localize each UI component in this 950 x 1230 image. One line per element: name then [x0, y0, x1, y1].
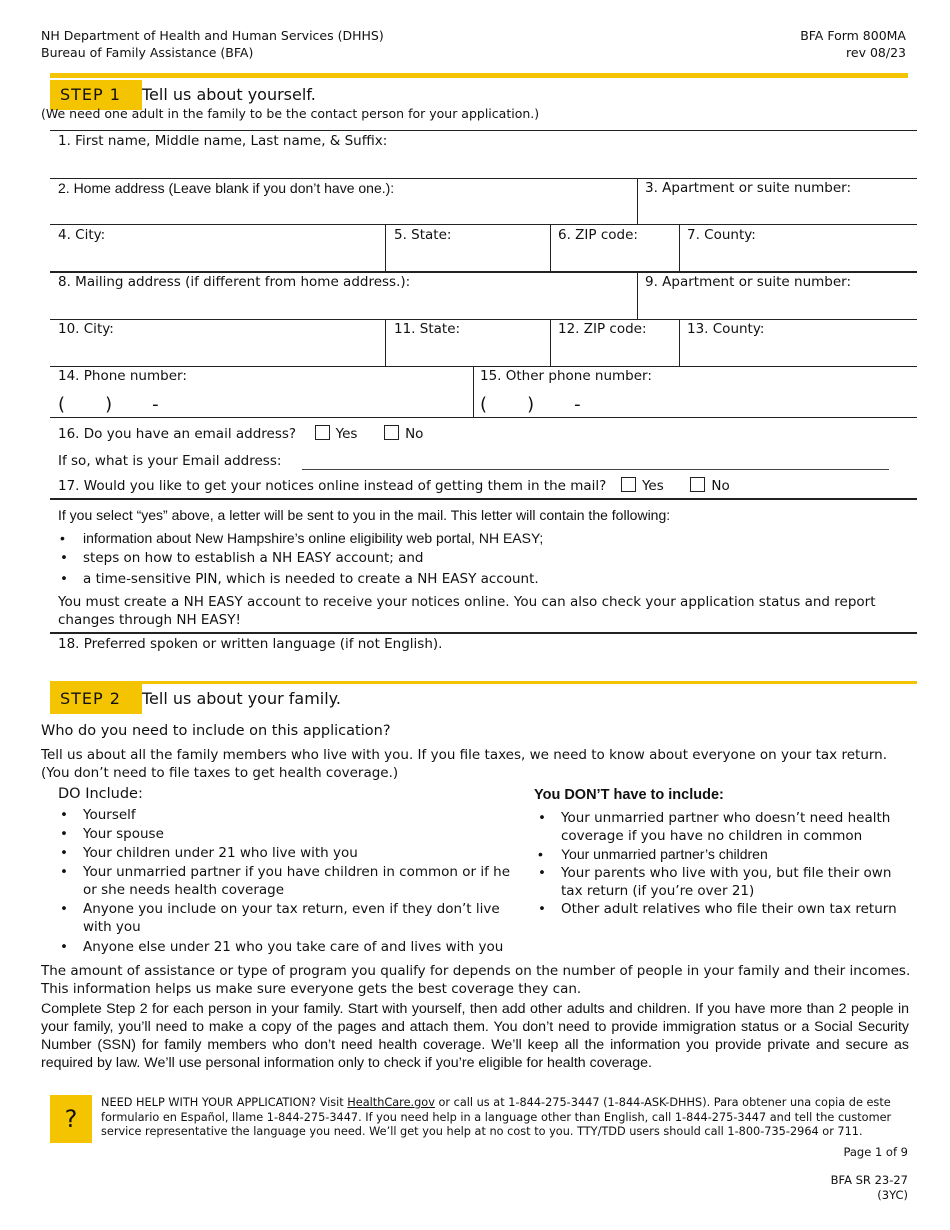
step2-title: Tell us about your family.	[142, 689, 341, 708]
mailing-county-field[interactable]: 13. County:	[687, 321, 765, 337]
email-question-text: 16. Do you have an email address?	[58, 426, 297, 442]
phone-input[interactable]: ( ) -	[58, 394, 159, 415]
dont-include-heading: You DON’T have to include:	[534, 787, 724, 803]
notices-no-checkbox[interactable]	[690, 477, 705, 492]
header-right	[800, 27, 906, 61]
help-text-post: or call us at 1-844-275-3447 (1-844-ASK-DHHS). Para obtener una copia de este formulario en Español, llame 1-844-275-3447. If you need help in a language other than English, call 1-844-275-3447 and tell the customer service representative the language you need. We’ll get you help at no cost to you. TTY/TDD users should call 1-800-735-2964 or 711.	[101, 1096, 892, 1138]
divider	[50, 271, 917, 273]
notices-question-text: 17. Would you like to get your notices online instead of getting them in the mail?	[58, 478, 607, 494]
divider	[550, 224, 551, 271]
mailing-state-field[interactable]: 11. State:	[394, 321, 461, 337]
divider	[50, 417, 917, 418]
form-revision: rev 08/23	[846, 45, 906, 60]
language-field[interactable]: 18. Preferred spoken or written language (if not English).	[58, 636, 443, 652]
other-phone-input[interactable]: ( ) -	[480, 394, 581, 415]
home-address-field[interactable]: 2. Home address (Leave blank if you don’t have one.):	[58, 180, 395, 196]
dept-name: NH Department of Health and Human Services (DHHS)	[41, 28, 384, 43]
divider	[679, 224, 680, 271]
header-left	[41, 27, 384, 61]
sr-number: BFA SR 23-27	[830, 1173, 908, 1187]
question-icon: ?	[50, 1095, 92, 1143]
step1-rule	[50, 73, 908, 78]
sr-code: (3YC)	[877, 1188, 908, 1202]
do-include-list	[55, 806, 517, 957]
apartment-field[interactable]: 3. Apartment or suite number:	[645, 180, 852, 196]
do-include-item: • Your children under 21 who live with you	[55, 844, 517, 863]
notices-no-label: No	[711, 478, 730, 494]
do-include-item: • Anyone you include on your tax return, even if they don’t live with you	[55, 901, 517, 936]
healthcare-link[interactable]: HealthCare.gov	[347, 1096, 435, 1109]
divider	[50, 224, 917, 225]
do-include-item: • Your spouse	[55, 825, 517, 844]
dont-include-list	[533, 809, 903, 919]
footer-code	[831, 1173, 908, 1203]
mailing-city-field[interactable]: 10. City:	[58, 321, 114, 337]
email-address-label: If so, what is your Email address:	[58, 453, 282, 469]
mailing-address-field[interactable]: 8. Mailing address (if different from home address.):	[58, 274, 411, 290]
notices-yes-label: Yes	[641, 478, 664, 494]
divider	[385, 319, 386, 366]
do-include-item: • Your unmarried partner if you have children in common or if he or she needs health coverage	[55, 864, 517, 899]
divider	[637, 178, 638, 224]
email-question	[58, 425, 423, 442]
bureau-name: Bureau of Family Assistance (BFA)	[41, 45, 254, 60]
info-item: • information about New Hampshire’s online eligibility web portal, NH EASY;	[55, 528, 915, 548]
info-list	[55, 528, 915, 590]
divider	[50, 366, 917, 367]
do-include-item: • Anyone else under 21 who you take care of and lives with you	[55, 938, 517, 957]
other-phone-label: 15. Other phone number:	[480, 368, 652, 384]
complete-paragraph: Complete Step 2 for each person in your family. Start with yourself, then add other adults and children. If you have more than 2 people in your family, you’ll need to make a copy of the pages and attach them. You don’t need to provide immigration status or a Social Security Number (SSN) for family members who don’t need health coverage. We’ll keep all the information you provide private and secure as required by law. We’ll use personal information only to check if you’re eligible for health coverage.	[41, 1001, 909, 1071]
divider	[50, 632, 917, 634]
divider	[679, 319, 680, 366]
form-number: BFA Form 800MA	[800, 28, 906, 43]
step2-badge: STEP 2	[50, 684, 142, 714]
county-field[interactable]: 7. County:	[687, 227, 756, 243]
help-text-pre: NEED HELP WITH YOUR APPLICATION? Visit	[101, 1096, 348, 1109]
step1-note: (We need one adult in the family to be the contact person for your application.)	[41, 106, 540, 121]
phone-label: 14. Phone number:	[58, 368, 187, 384]
info-item: • a time-sensitive PIN, which is needed to create a NH EASY account.	[55, 569, 915, 590]
do-include-item: • Yourself	[55, 806, 517, 825]
info-item: • steps on how to establish a NH EASY account; and	[55, 548, 915, 569]
email-yes-checkbox[interactable]	[315, 425, 330, 440]
mailing-zip-field[interactable]: 12. ZIP code:	[558, 321, 647, 337]
state-field[interactable]: 5. State:	[394, 227, 452, 243]
step1-title: Tell us about yourself.	[142, 85, 316, 104]
divider	[550, 319, 551, 366]
zip-field[interactable]: 6. ZIP code:	[558, 227, 638, 243]
divider	[50, 130, 917, 131]
notices-yes-checkbox[interactable]	[621, 477, 636, 492]
dont-include-item: • Your unmarried partner who doesn’t need health coverage if you have no children in common	[533, 809, 903, 845]
step1-badge: STEP 1	[50, 80, 142, 110]
notices-question	[58, 477, 730, 494]
email-address-input[interactable]	[302, 469, 889, 470]
page-number: Page 1 of 9	[843, 1145, 908, 1159]
amount-paragraph: The amount of assistance or type of program you qualify for depends on the number of people in your family and their incomes. This information helps us make sure everyone gets the best coverage they can.	[41, 963, 911, 997]
divider	[50, 319, 917, 320]
divider	[637, 272, 638, 319]
city-field[interactable]: 4. City:	[58, 227, 106, 243]
info-intro: If you select “yes” above, a letter will be sent to you in the mail. This letter will contain the following:	[58, 507, 671, 523]
email-no-checkbox[interactable]	[384, 425, 399, 440]
divider	[50, 178, 917, 179]
divider	[50, 498, 917, 500]
dont-include-item: • Other adult relatives who file their own tax return	[533, 900, 903, 919]
dont-include-item: • Your parents who live with you, but file their own tax return (if you’re over 21)	[533, 864, 903, 900]
tell-paragraph: Tell us about all the family members who live with you. If you file taxes, we need to know about everyone on your tax return. (You don’t need to file taxes to get health coverage.)	[41, 747, 888, 781]
divider	[473, 366, 474, 417]
who-heading: Who do you need to include on this application?	[41, 723, 391, 739]
dont-include-item: • Your unmarried partner’s children	[533, 845, 903, 864]
mailing-apartment-field[interactable]: 9. Apartment or suite number:	[645, 274, 852, 290]
help-text	[101, 1096, 909, 1140]
info-outro: You must create a NH EASY account to receive your notices online. You can also check your application status and report changes through NH EASY!	[58, 594, 876, 628]
divider	[385, 224, 386, 271]
email-no-label: No	[405, 426, 424, 442]
email-yes-label: Yes	[335, 426, 358, 442]
do-include-heading: DO Include:	[58, 786, 143, 802]
first-name-field[interactable]: 1. First name, Middle name, Last name, & Suffix:	[58, 133, 388, 149]
